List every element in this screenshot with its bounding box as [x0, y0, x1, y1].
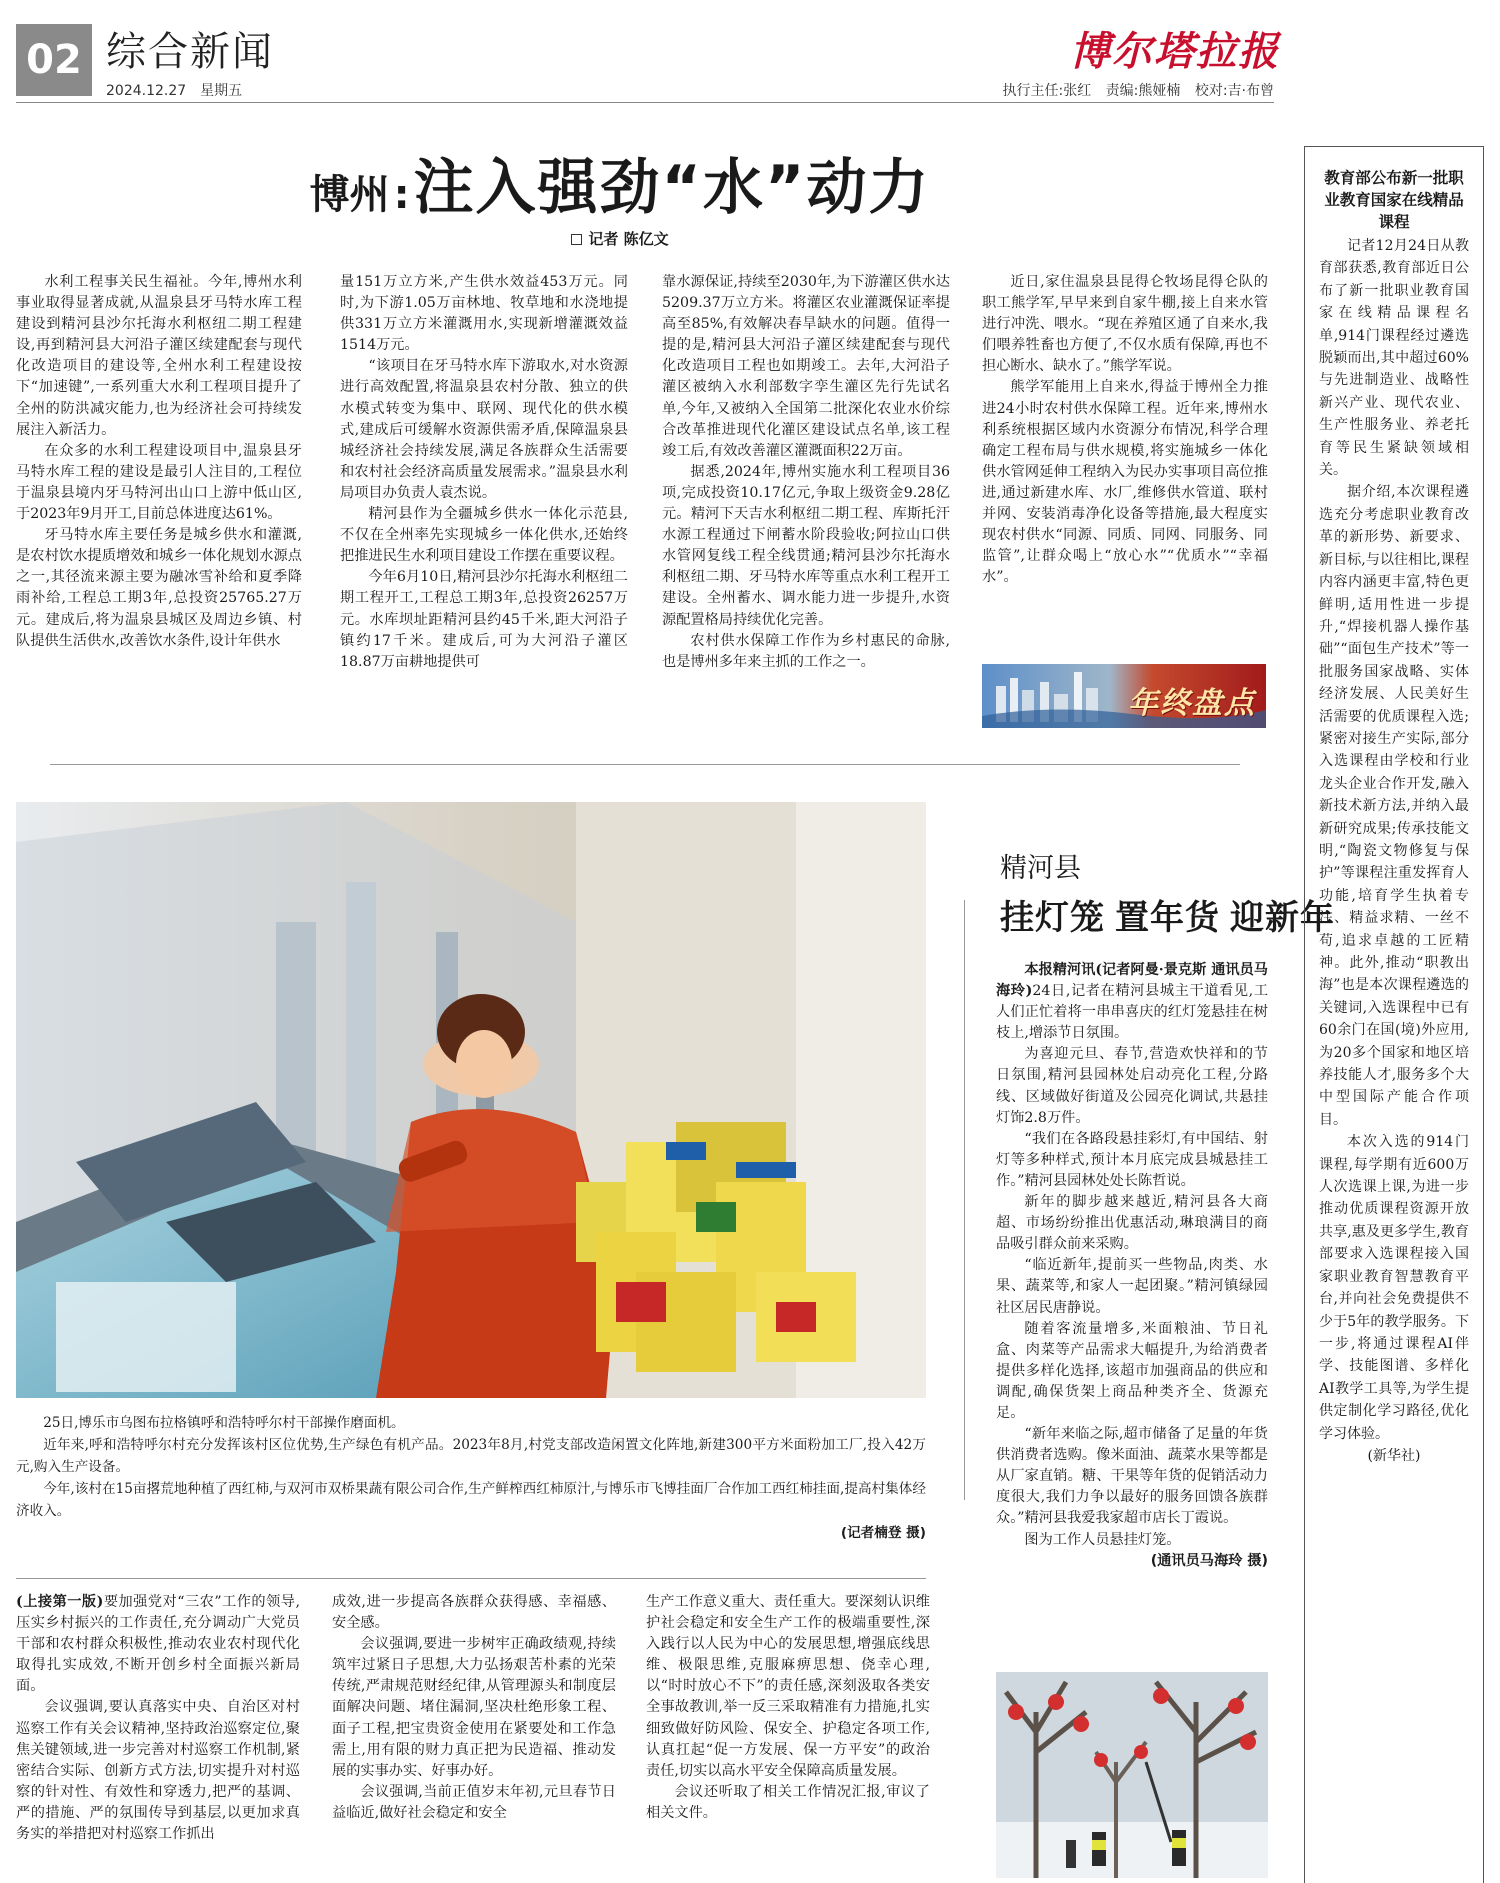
issue-date: [106, 80, 256, 100]
caption-line: 近年来,呼和浩特呼尔村充分发挥该村区位优势,生产绿色有机产品。2023年8月,村党支部改造闲置文化阵地,新建300平方米面粉加工厂,投入42万元,购入生产设备。: [16, 1437, 926, 1475]
paragraph: 会议强调,当前正值岁末年初,元旦春节日益临近,做好社会稳定和安全: [332, 1783, 616, 1821]
lead-headline: [0, 140, 1240, 226]
paragraph: 水利工程事关民生福祉。今年,博州水利事业取得显著成就,从温泉县牙马特水库工程建设到精河县沙尔托海水利枢纽二期工程建设,再到精河县大河沿子灌区续建配套与现代化改造项目的建设等,全州水利工程建设按下“加速键”,一系列重大水利工程项目提升了全州的防洪减灾能力,也为经济社会可持续发展注入新活力。: [16, 274, 302, 438]
paragraph: 熊学军能用上自来水,得益于博州全力推进24小时农村供水保障工程。近年来,博州水利系统根据区域内水资源分布情况,科学合理确定工程布局与供水规模,将实施城乡一体化供水管网延伸工程纳入为民办实事项目高位推进,通过新建水库、水厂,维修供水管道、联村并网、安装消毒净化设备等措施,最大程度实现农村供水“同源、同质、同网、同服务、同监管”,让群众喝上“放心水”“优质水”“幸福水”。: [982, 379, 1268, 586]
editor-credits: [992, 80, 1274, 100]
caption-line: 今年,该村在15亩撂荒地种植了西红柿,与双河市双桥果蔬有限公司合作,生产鲜榨西红柿原汁,与博乐市飞博挂面厂合作加工西红柿挂面,提高村集体经济收入。: [16, 1481, 926, 1519]
continued-column-3: [646, 1592, 930, 1883]
header-rule: [16, 102, 1274, 103]
paragraph: 精河县作为全疆城乡供水一体化示范县,不仅在全州率先实现城乡一体化供水,还始终把推进民生水利项目建设工作摆在重要议程。: [340, 506, 628, 565]
jinghe-lead-text: 24日,记者在精河县城主干道看见,工人们正忙着将一串串喜庆的红灯笼悬挂在树枝上,增添节日氛围。: [996, 983, 1268, 1042]
paragraph: 会议强调,要进一步树牢正确政绩观,持续筑牢过紧日子思想,大力弘扬艰苦朴素的光荣传统,严肃规范财经纪律,从管理源头和制度层面解决问题、堵住漏洞,坚决杜绝形象工程、面子工程,把宝贵资金使用在紧要处和工作急需上,用有限的财力真正把为民造福、推动发展的实事办实、好事办好。: [332, 1636, 616, 1779]
jinghe-place: 精河县: [1000, 853, 1081, 884]
education-sidebar: [1304, 146, 1484, 1883]
headline-part: 置年货: [1115, 898, 1220, 938]
banner-label: 年终盘点: [1128, 686, 1256, 721]
mill-photo-illustration: [16, 802, 926, 1398]
headline-part: 迎新年: [1230, 898, 1335, 938]
paragraph: “该项目在牙马特水库下游取水,对水资源进行高效配置,将温泉县农村分散、独立的供水模式转变为集中、联网、现代化的供水模式,建成后可缓解水资源供需矛盾,保障温泉县城经济社会持续发展,满足各族群众生活需要和农村社会经济高质量发展需求。”温泉县水利局项目办负责人袁杰说。: [340, 358, 628, 501]
paragraph: “新年来临之际,超市储备了足量的年货供消费者选购。像米面油、蔬菜水果等都是从厂家直销。糖、干果等年货的促销活动力度很大,我们力争以最好的服务回馈各族群众。”精河县我爱我家超市店长丁霞说。: [996, 1426, 1268, 1527]
page-number: 02: [16, 24, 92, 96]
paragraph: 新年的脚步越来越近,精河县各大商超、市场纷纷推出优惠活动,琳琅满目的商品吸引群众前来采购。: [996, 1194, 1268, 1253]
sidebar-source: (新华社): [1367, 1447, 1421, 1464]
paragraph: 靠水源保证,持续至2030年,为下游灌区供水达5209.37万立方米。将灌区农业灌溉保证率提高至85%,有效解决春旱缺水的问题。值得一提的是,精河县大河沿子灌区续建配套与现代化改造项目工程也如期竣工。去年,大河沿子灌区被纳入水利部数字孪生灌区先行先试名单,今年,又被纳入全国第二批深化农业水价综合改革推进现代化灌区建设试点名单,该工程竣工后,有效改善灌区灌溉面积22万亩。: [662, 274, 950, 459]
date: 2024.12.27: [106, 83, 187, 99]
lead-column-1: [16, 272, 302, 738]
paragraph: 成效,进一步提高各族群众获得感、幸福感、安全感。: [332, 1594, 616, 1632]
jinghe-headline: [1000, 890, 1345, 939]
editor: 责编:熊娅楠: [1105, 83, 1181, 99]
paragraph: “我们在各路段悬挂彩灯,有中国结、射灯等多种样式,预计本月底完成县城悬挂工作。”精河县园林处处长陈哲说。: [996, 1130, 1268, 1189]
lead-column-3: [662, 272, 950, 738]
headline-place: 博州: [309, 172, 390, 218]
paragraph: 近日,家住温泉县昆得仑牧场昆得仑队的职工熊学军,早早来到自家牛棚,接上自来水管进行冲洗、喂水。“现在养殖区通了自来水,我们喂养牲畜也方便了,不仅水质有保障,再也不担心断水、缺水了。”熊学军说。: [982, 274, 1268, 375]
weekday: 星期五: [200, 83, 243, 99]
paragraph: 在众多的水利工程建设项目中,温泉县牙马特水库工程的建设是最引人注目的,工程位于温泉县境内牙马特河出山口上游中低山区,于2023年9月开工,目前总体进度达61%。: [16, 442, 302, 523]
lantern-photo: [996, 1672, 1268, 1878]
paragraph: 为喜迎元旦、春节,营造欢快祥和的节日氛围,精河县园林处启动亮化工程,分路线、区域做好街道及公园亮化调试,共悬挂灯饰2.8万件。: [996, 1046, 1268, 1126]
lead-byline: [0, 228, 1240, 249]
paragraph: 据悉,2024年,博州实施水利工程项目36项,完成投资10.17亿元,争取上级资金9.28亿元。精河下天吉水利枢纽二期工程、库斯托汗水源工程通过下闸蓄水阶段验收;阿拉山口供水管网复线工程全线贯通;精河县沙尔托海水利枢纽二期、牙马特水库等重点水利工程开工建设。全州蓄水、调水能力进一步提升,水资源配置格局持续优化完善。: [662, 463, 950, 628]
paragraph: 记者12月24日从教育部获悉,教育部近日公布了新一批职业教育国家在线精品课程名单,914门课程经过遴选脱颖而出,其中超过60%与先进制造业、战略性新兴产业、现代农业、生产性服务业、养老托育等民生紧缺领域相关。: [1319, 238, 1469, 479]
headline-main: 注入强劲“水”动力: [413, 153, 931, 223]
photo-credit: (记者楠登 摄): [840, 1525, 926, 1541]
headline-sep: :: [393, 172, 410, 218]
continued-divider: [16, 1578, 926, 1579]
paragraph: “临近新年,提前买一些物品,肉类、水果、蔬菜等,和家人一起团聚。”精河镇绿园社区居民唐静说。: [996, 1257, 1268, 1316]
column-divider: [964, 900, 965, 1500]
proofreader: 校对:吉·布曾: [1194, 83, 1274, 99]
newspaper-masthead: 博尔塔拉报: [1070, 28, 1280, 75]
year-end-banner: [982, 664, 1266, 728]
lantern-caption: 图为工作人员悬挂灯笼。: [1024, 1531, 1181, 1548]
continued-first: [16, 1592, 300, 1697]
headline-part: 挂灯笼: [1000, 898, 1105, 938]
paragraph: 生产工作意义重大、责任重大。要深刻认识维护社会稳定和安全生产工作的极端重要性,深入践行以人民为中心的发展思想,增强底线思维、极限思维,克服麻痹思想、侥幸心理,以“时时放心不下”的责任感,深刻汲取各类安全事故教训,举一反三采取精准有力措施,扎实细致做好防风险、保安全、护稳定各项工作,认真扛起“促一方发展、保一方平安”的政治责任,切实以高水平安全保障高质量发展。: [646, 1594, 930, 1779]
paragraph: 本次入选的914门课程,每学期有近600万人次选课上课,为进一步推动优质课程资源开放共享,惠及更多学生,教育部要求入选课程接入国家职业教育智慧教育平台,并向社会免费提供不少于5年的教学服务。下一步,将通过课程AI伴学、技能图谱、多样化AI教学工具等,为学生提供定制化学习路径,优化学习体验。: [1319, 1134, 1469, 1442]
caption-line: 25日,博乐市乌图布拉格镇呼和浩特呼尔村干部操作磨面机。: [43, 1415, 405, 1431]
jinghe-dateline: 本报精河讯(记者阿曼·景克斯 通讯员马海玲): [996, 962, 1268, 1000]
section-divider: [50, 764, 1240, 765]
paragraph: 量151万立方米,产生供水效益453万元。同时,为下游1.05万亩林地、牧草地和水浇地提供331万立方米灌溉用水,实现新增灌溉效益1514万元。: [340, 274, 628, 354]
paragraph: 牙马特水库主要任务是城乡供水和灌溉,是农村饮水提质增效和城乡一体化规划水源点之一,其径流来源主要为融冰雪补给和夏季降雨补给,工程总工期3年,总投资25765.27万元。建成后,将为温泉县城区及周边乡镇、村队提供生活供水,改善饮水条件,设计年供水: [16, 527, 302, 649]
byline-text: 记者 陈亿文: [588, 230, 669, 248]
lead-column-4: [982, 272, 1268, 652]
byline-box-icon: [571, 234, 582, 245]
paragraph: 会议还听取了相关工作情况汇报,审议了相关文件。: [646, 1783, 930, 1821]
sidebar-title: 教育部公布新一批职业教育国家在线精品课程: [1324, 169, 1464, 231]
paragraph: 农村供水保障工作作为乡村惠民的命脉,也是博州多年来主抓的工作之一。: [662, 632, 950, 670]
lantern-photo-illustration: [996, 1672, 1268, 1878]
lead-column-2: [340, 272, 628, 738]
section-title: 综合新闻: [106, 29, 274, 75]
jinghe-lead: [996, 960, 1268, 1044]
jinghe-body: [996, 960, 1268, 1680]
mill-worker-photo: [16, 802, 926, 1398]
lantern-credit: (通讯员马海玲 摄): [1150, 1552, 1268, 1569]
continued-column-1: [16, 1592, 300, 1883]
photo-caption: [16, 1412, 926, 1544]
continued-text: 要加强党对“三农”工作的领导,压实乡村振兴的工作责任,充分调动广大党员干部和农村群众积极性,推动农业农村现代化取得扎实成效,不断开创乡村全面振兴新局面。: [16, 1594, 300, 1695]
paragraph: 会议强调,要认真落实中央、自治区对村巡察工作有关会议精神,坚持政治巡察定位,聚焦关键领域,进一步完善对村巡察工作机制,紧密结合实际、创新方式方法,切实提升对村巡察的针对性、有效性和穿透力,把严的基调、严的措施、严的氛围传导到基层,以更加求真务实的举措把对村巡察工作抓出: [16, 1699, 300, 1843]
continued-label: (上接第一版): [16, 1594, 104, 1610]
editor-chief: 执行主任:张红: [1002, 83, 1092, 99]
sidebar-body: [1319, 235, 1469, 1467]
paragraph: 据介绍,本次课程遴选充分考虑职业教育改革的新形势、新要求、新目标,与以往相比,课程内容内涵更丰富,特色更鲜明,适用性进一步提升,“焊接机器人操作基础”“面包生产技术”等一批服务国家战略、实体经济发展、人民美好生活需要的优质课程入选;紧密对接生产实际,部分入选课程由学校和行业龙头企业合作开发,融入新技术新方法,并纳入最新研究成果;传承技能文明,“陶瓷文物修复与保护”等课程注重发挥育人功能,培育学生执着专注、精益求精、一丝不苟,追求卓越的工匠精神。此外,推动“职教出海”也是本次课程遴选的关键词,入选课程中已有60余门在国(境)外应用,为20多个国家和地区培养技能人才,服务多个大中型国际产能合作项目。: [1319, 484, 1469, 1128]
paragraph: 随着客流量增多,米面粮油、节日礼盒、肉菜等产品需求大幅提升,为给消费者提供多样化选择,该超市加强商品的供应和调配,确保货架上商品种类齐全、货源充足。: [996, 1320, 1268, 1421]
paragraph: 今年6月10日,精河县沙尔托海水利枢纽二期工程开工,工程总工期3年,总投资26257万元。水库坝址距精河县约45千米,距大河沿子镇约17千米。建成后,可为大河沿子灌区18.87万亩耕地提供可: [340, 569, 628, 670]
continued-column-2: [332, 1592, 616, 1883]
